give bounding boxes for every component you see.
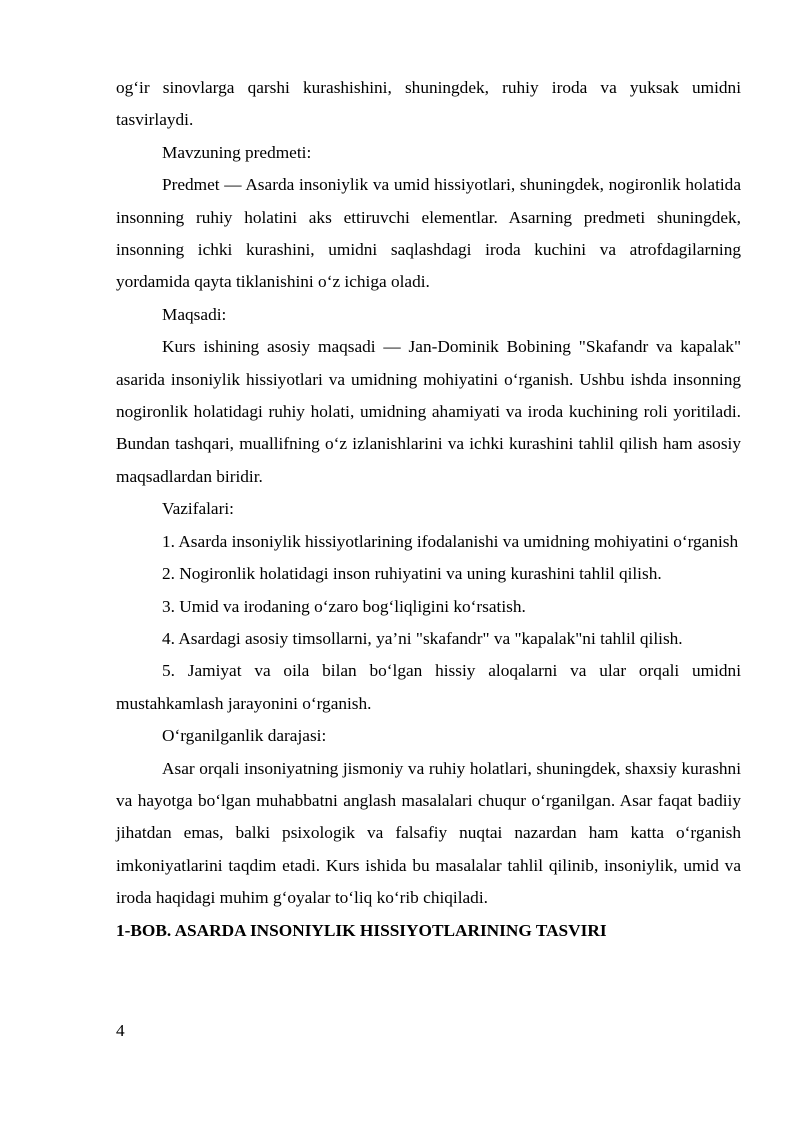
intro-paragraph-continuation: og‘ir sinovlarga qarshi kurashishini, shuningdek, ruhiy iroda va yuksak umidni tasvirlaydi.: [116, 78, 741, 130]
task-item-3: 3. Umid va irodaning o‘zaro bog‘liqligini ko‘rsatish.: [162, 596, 526, 616]
task-item-4: 4. Asardagi asosiy timsollarni, ya’ni "skafandr" va "kapalak"ni tahlil qilish.: [162, 628, 683, 648]
task-item-2: 2. Nogironlik holatidagi inson ruhiyatini va uning kurashini tahlil qilish.: [162, 564, 662, 584]
study-level-paragraph: Asar orqali insoniyatning jismoniy va ruhiy holatlari, shuningdek, shaxsiy kurashni va hayotga bo‘lgan muhabbatni anglash masalalari chuqur o‘rganilgan. Asar faqat badiiy jihatdan emas, balki psixologik va falsafiy nuqtai nazardan ham katta o‘rganish imkoniyatlarini taqdim etadi. Kurs ishida bu masalalar tahlil qilinib, insoniylik, umid va iroda haqidagi muhim g‘oyalar to‘liq ko‘rib chiqiladi.: [116, 758, 741, 908]
task-item-5: 5. Jamiyat va oila bilan bo‘lgan hissiy aloqalarni va ular orqali umidni mustahkamlash jarayonini o‘rganish.: [116, 661, 741, 713]
document-page: [116, 72, 741, 947]
task-item-1: 1. Asarda insoniylik hissiyotlarining ifodalanishi va umidning mohiyatini o‘rganish: [162, 531, 739, 551]
study-level-heading: O‘rganilganlik darajasi:: [162, 726, 327, 746]
goal-heading: Maqsadi:: [162, 304, 227, 324]
page-number: 4: [116, 1021, 125, 1040]
chapter-heading: 1-BOB. ASARDA INSONIYLIK HISSIYOTLARINING TASVIRI: [116, 920, 607, 940]
subject-paragraph: Predmet — Asarda insoniylik va umid hissiyotlari, shuningdek, nogironlik holatida insonning ruhiy holatini aks ettiruvchi elementlar. Asarning predmeti shuningdek, insonning ichki kurashini, umidni saqlashdagi iroda kuchini va atrofdagilarning yordamida qayta tiklanishini o‘z ichiga oladi.: [116, 175, 741, 292]
goal-paragraph: Kurs ishining asosiy maqsadi — Jan-Dominik Bobining "Skafandr va kapalak" asarida insoniylik hissiyotlari va umidning mohiyatini o‘rganish. Ushbu ishda insonning nogironlik holatidagi ruhiy holati, umidning ahamiyati va iroda kuchining roli yoritiladi. Bundan tashqari, muallifning o‘z izlanishlarini va ichki kurashini tahlil qilish ham asosiy maqsadlardan biridir.: [116, 337, 741, 486]
subject-heading: Mavzuning predmeti:: [162, 142, 312, 162]
tasks-heading: Vazifalari:: [162, 499, 234, 519]
